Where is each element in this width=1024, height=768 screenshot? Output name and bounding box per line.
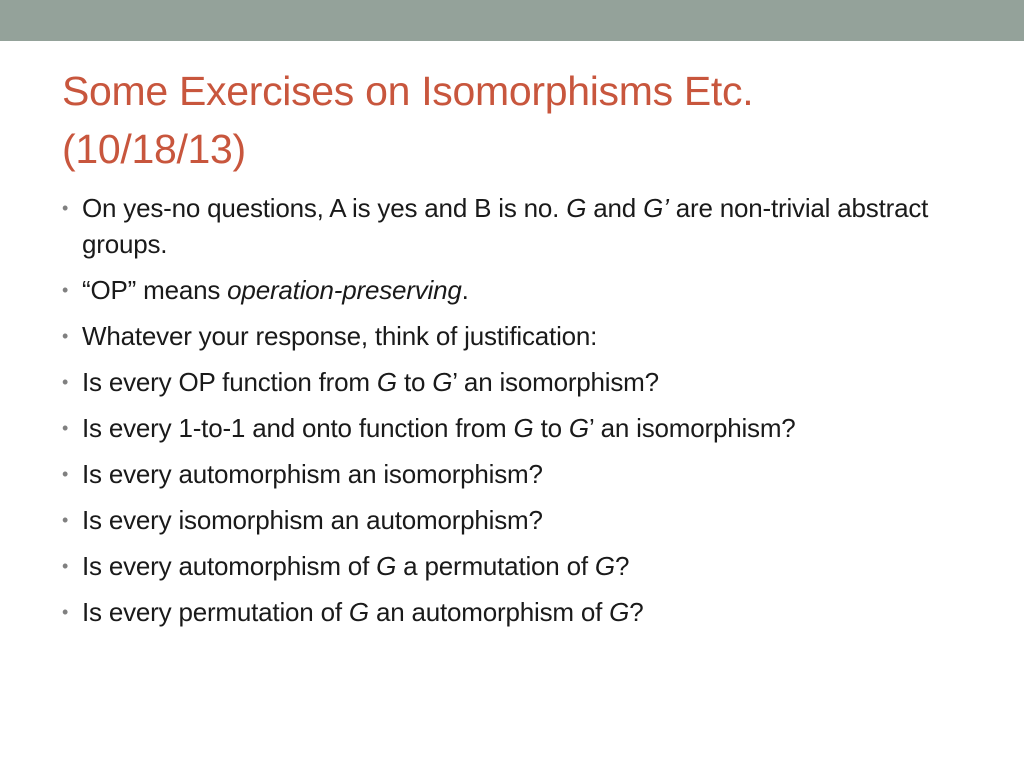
bullet-text-italic: G bbox=[568, 413, 589, 443]
bullet-text: Is every permutation of bbox=[82, 597, 349, 627]
bullet-text: ? bbox=[614, 551, 630, 581]
bullet-item bbox=[62, 410, 962, 446]
bullet-text-italic: G bbox=[609, 597, 630, 627]
bullet-dot-icon: • bbox=[62, 372, 69, 392]
bullet-text-italic: G bbox=[566, 193, 587, 223]
bullet-dot-icon: • bbox=[62, 510, 69, 530]
bullet-text: Whatever your response, think of justification: bbox=[82, 321, 598, 351]
bullet-dot-icon: • bbox=[62, 464, 69, 484]
bullet-text: Is every OP function from bbox=[82, 367, 377, 397]
bullet-text: Is every automorphism of bbox=[82, 551, 377, 581]
bullet-text: On yes-no questions, A is yes and B is no. bbox=[82, 193, 567, 223]
bullet-list bbox=[62, 190, 962, 640]
bullet-text: ’ an isomorphism? bbox=[588, 413, 796, 443]
bullet-text: to bbox=[396, 367, 433, 397]
bullet-dot-icon: • bbox=[62, 418, 69, 438]
bullet-text: a permutation of bbox=[396, 551, 595, 581]
bullet-text-italic: G bbox=[513, 413, 534, 443]
bullet-text: ’ an isomorphism? bbox=[452, 367, 659, 397]
top-accent-band bbox=[0, 0, 1024, 41]
bullet-item bbox=[62, 318, 962, 354]
slide-title bbox=[62, 62, 962, 178]
bullet-text-italic: G bbox=[376, 367, 397, 397]
bullet-text: to bbox=[533, 413, 569, 443]
bullet-dot-icon: • bbox=[62, 198, 69, 218]
slide-title-line-1: Some Exercises on Isomorphisms Etc. bbox=[62, 68, 754, 114]
bullet-text-italic: G bbox=[376, 551, 397, 581]
bullet-dot-icon: • bbox=[62, 556, 69, 576]
bullet-dot-icon: • bbox=[62, 326, 69, 346]
bullet-item bbox=[62, 364, 962, 400]
bullet-text: . bbox=[461, 275, 469, 305]
bullet-text: Is every 1-to-1 and onto function from bbox=[82, 413, 514, 443]
bullet-text: ? bbox=[629, 597, 644, 627]
bullet-text-italic: G bbox=[432, 367, 453, 397]
bullet-text: “OP” means bbox=[82, 275, 228, 305]
bullet-item bbox=[62, 190, 962, 262]
bullet-text: Is every automorphism an isomorphism? bbox=[82, 459, 543, 489]
bullet-item bbox=[62, 548, 962, 584]
bullet-text: Is every isomorphism an automorphism? bbox=[82, 505, 543, 535]
bullet-text: are non-trivial abstract groups. bbox=[82, 193, 929, 259]
bullet-item bbox=[62, 272, 962, 308]
bullet-text-italic: G’ bbox=[643, 193, 669, 223]
bullet-dot-icon: • bbox=[62, 280, 69, 300]
bullet-text-italic: G bbox=[348, 597, 369, 627]
bullet-text-italic: operation-preserving bbox=[227, 275, 462, 305]
bullet-text-italic: G bbox=[594, 551, 615, 581]
bullet-item bbox=[62, 456, 962, 492]
bullet-text: an automorphism of bbox=[368, 597, 610, 627]
bullet-text: and bbox=[586, 193, 644, 223]
bullet-item bbox=[62, 594, 962, 630]
bullet-item bbox=[62, 502, 962, 538]
slide-title-line-2: (10/18/13) bbox=[62, 126, 246, 172]
bullet-dot-icon: • bbox=[62, 602, 69, 622]
